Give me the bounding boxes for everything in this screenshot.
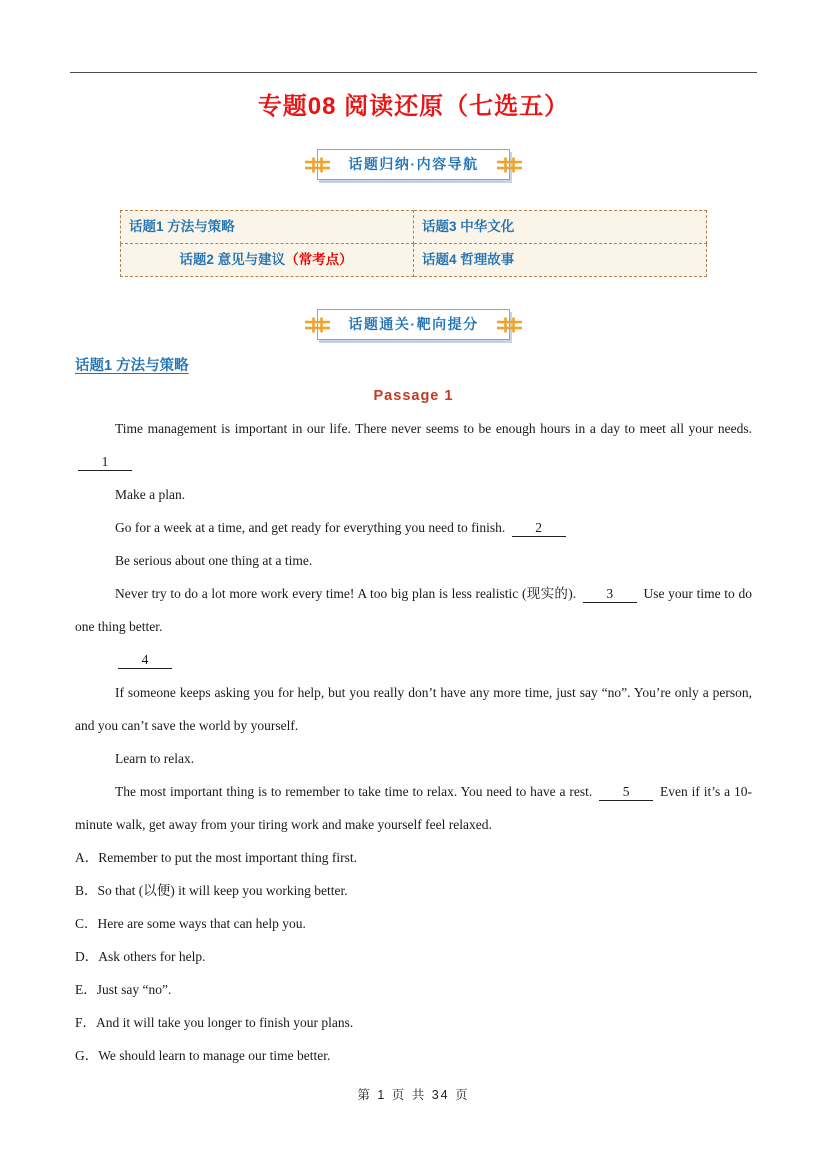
topic-label: 话题3 中华文化 — [422, 219, 515, 234]
topic-cell-4 — [414, 244, 707, 277]
topic-table-row — [121, 244, 707, 277]
passage-paragraph: Make a plan. — [115, 487, 186, 502]
boost-banner — [317, 309, 509, 340]
passage-title: Passage 1 — [373, 388, 454, 404]
topic-label: 话题1 方法与策略 — [129, 219, 235, 234]
banner-decoration-icon — [305, 156, 330, 173]
topic-table-row — [121, 211, 707, 244]
page-number: 第 1 页 共 34 页 — [357, 1088, 470, 1102]
answer-blank-3: 3 — [583, 586, 637, 603]
option-G: G．We should learn to manage our time better. — [75, 1048, 331, 1063]
passage-paragraph: Time management is important in our life. There never seems to be enough hours in a day to meet all your needs. 1 — [75, 412, 752, 478]
passage-paragraph: Never try to do a lot more work every time! A too big plan is less realistic (现实的). 3 Use your time to do one thing better. — [75, 586, 752, 634]
answer-blank-4: 4 — [118, 652, 172, 669]
banner-decoration-icon — [497, 156, 522, 173]
nav-banner-label: 话题归纳·内容导航 — [348, 156, 479, 172]
banner-decoration-icon — [497, 316, 522, 333]
passage-paragraph: The most important thing is to remember to take time to relax. You need to have a rest. 5 Even if it’s a 10-minute walk, get away from your tiring work and make yourself feel relaxed. — [75, 784, 752, 832]
topic-cell-2 — [121, 244, 414, 277]
topic-highlight: （常考点） — [285, 252, 353, 267]
option-D: D．Ask others for help. — [75, 949, 206, 964]
passage-paragraph: Be serious about one thing at a time. — [115, 553, 313, 568]
boost-banner-row — [75, 309, 752, 340]
banner-decoration-icon — [305, 316, 330, 333]
passage-paragraph: If someone keeps asking you for help, but you really don’t have any more time, just say “no”. You’re only a person, and you can’t save the world by yourself. — [75, 685, 752, 733]
section-heading-text: 话题1 方法与策略 — [75, 358, 189, 374]
topic-label: 话题4 哲理故事 — [422, 252, 515, 267]
passage-paragraph: Learn to relax. — [115, 751, 195, 766]
option-B: B．So that (以便) it will keep you working better. — [75, 883, 348, 898]
nav-banner-row — [75, 149, 752, 180]
option-F: F．And it will take you longer to finish your plans. — [75, 1015, 354, 1030]
nav-banner — [317, 149, 509, 180]
passage-paragraphs — [75, 412, 752, 841]
header-divider — [70, 72, 757, 73]
answer-blank-2: 2 — [512, 520, 566, 537]
topic-label: 话题2 意见与建议 — [179, 252, 286, 267]
options-list — [75, 841, 752, 1072]
document-title: 专题08 阅读还原（七选五） — [257, 93, 570, 120]
passage-paragraph: Go for a week at a time, and get ready for everything you need to finish. 2 — [75, 511, 752, 544]
topic-cell-3 — [414, 211, 707, 244]
option-A: A．Remember to put the most important thing first. — [75, 850, 357, 865]
option-E: E．Just say “no”. — [75, 982, 172, 997]
passage-paragraph — [75, 643, 752, 676]
option-C: C．Here are some ways that can help you. — [75, 916, 306, 931]
topic-cell-1 — [121, 211, 414, 244]
answer-blank-1: 1 — [78, 454, 132, 471]
section-heading — [75, 356, 752, 376]
topic-table — [120, 210, 707, 277]
answer-blank-5: 5 — [599, 784, 653, 801]
boost-banner-label: 话题通关·靶向提分 — [348, 316, 479, 332]
